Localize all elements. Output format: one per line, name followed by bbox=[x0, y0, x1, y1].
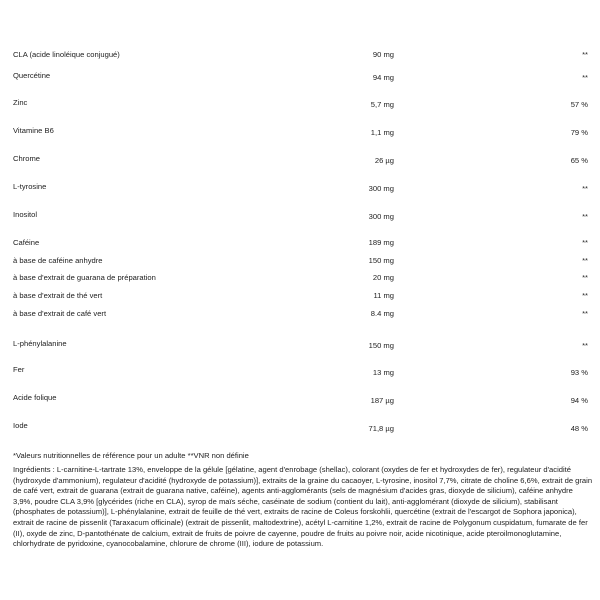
table-row bbox=[0, 273, 600, 285]
nutrient-amount: 11 mg bbox=[373, 291, 394, 300]
nutrient-amount: 90 mg bbox=[372, 50, 394, 59]
nutrient-vnr: 93 % bbox=[570, 368, 588, 377]
table-row bbox=[0, 73, 600, 85]
table-row bbox=[0, 212, 600, 224]
nutrient-amount: 20 mg bbox=[372, 273, 394, 282]
table-row bbox=[0, 393, 600, 408]
table-row bbox=[0, 184, 600, 196]
nutrient-vnr: 79 % bbox=[570, 128, 588, 137]
nutrient-amount: 8.4 mg bbox=[370, 309, 394, 318]
nutrient-name: Fer bbox=[13, 365, 25, 374]
nutrient-name: à base d'extrait de café vert bbox=[13, 309, 107, 318]
nutrient-vnr: ** bbox=[582, 341, 588, 350]
table-row bbox=[0, 421, 600, 436]
nutrient-amount: 150 mg bbox=[368, 341, 394, 350]
nutrient-name: L-phénylalanine bbox=[13, 339, 67, 348]
table-row bbox=[0, 238, 600, 250]
nutrient-vnr: 65 % bbox=[570, 156, 588, 165]
table-row bbox=[0, 156, 600, 168]
nutrient-vnr: ** bbox=[582, 238, 588, 247]
table-row bbox=[0, 291, 600, 303]
table-row bbox=[0, 256, 600, 268]
nutrient-name: Vitamine B6 bbox=[13, 126, 54, 135]
table-row bbox=[0, 341, 600, 353]
nutrient-amount: 94 mg bbox=[372, 73, 394, 82]
nutrient-vnr: 57 % bbox=[570, 100, 588, 109]
table-row bbox=[0, 128, 600, 140]
nutrient-vnr: ** bbox=[582, 273, 588, 282]
nutrient-vnr: 94 % bbox=[570, 396, 588, 405]
nutrient-vnr: ** bbox=[582, 73, 588, 82]
nutrient-vnr: ** bbox=[582, 256, 588, 265]
nutrient-amount: 1,1 mg bbox=[370, 128, 394, 137]
table-row bbox=[0, 50, 600, 62]
nutrient-amount: 13 mg bbox=[372, 368, 394, 377]
nutrient-amount: 189 mg bbox=[368, 238, 394, 247]
nutrient-amount: 150 mg bbox=[368, 256, 394, 265]
nutrient-name: CLA (acide linoléique conjugué) bbox=[13, 50, 120, 59]
nutrient-amount: 5,7 mg bbox=[370, 100, 394, 109]
nutrient-name: Zinc bbox=[13, 98, 28, 107]
nutrient-vnr: ** bbox=[582, 50, 588, 59]
nutrient-amount: 71,8 µg bbox=[368, 424, 394, 433]
nutrient-vnr: ** bbox=[582, 309, 588, 318]
nutrient-name: à base d'extrait de thé vert bbox=[13, 291, 103, 300]
nutrient-name: Caféine bbox=[13, 238, 40, 247]
nutrient-vnr: ** bbox=[582, 184, 588, 193]
table-row bbox=[0, 365, 600, 380]
table-row bbox=[0, 100, 600, 112]
nutrient-name: Iode bbox=[13, 421, 28, 430]
nutrient-amount: 187 µg bbox=[370, 396, 394, 405]
nutrient-name: à base de caféine anhydre bbox=[13, 256, 103, 265]
table-row bbox=[0, 309, 600, 321]
nutrient-vnr: 48 % bbox=[570, 424, 588, 433]
nutrient-name: Chrome bbox=[13, 154, 41, 163]
nutrient-name: L-tyrosine bbox=[13, 182, 47, 191]
nutrient-vnr: ** bbox=[582, 212, 588, 221]
nutrient-amount: 300 mg bbox=[368, 184, 394, 193]
nutrient-name: Quercétine bbox=[13, 71, 51, 80]
ingredients-text: Ingrédients : L-carnitine-L-tartrate 13%, enveloppe de la gélule [gélatine, agent d'enrobage (shellac), colorant (oxydes de fer et hydroxydes de fer), regulateur d'acidité (hydroxyde d'ammonium), regulateur d'acidité (hydroxyde de potassium)], extraits de la graine du cacaoyer, L-tyrosine, inositol 7,7%, citrate de choline 6,6%, extrait de grain de café vert, extrait de guarana (extrait de guarana native, caféine), agents anti-agglomérants (sels de magnésium d'acides gras, dioxyde de silicium), caféine anhydre 3,9%, poudre CLA 3,9% [glycérides (riche en CLA), syrop de maïs séche, caséinate de sodium (contient du lait), anti-agglomérant (dioxyde de silicium), stabilisant (phosphates de potassium)], L-phénylalanine, extrait de feuille de thé vert, extraits de racine de Coleus forskohlii, quercétine (extrait de l'escargot de Sophora japonica), extrait de racine de pissenlit (Taraxacum officinale) (extrait de pissenlit, maltodextrine), acétyl L-carnitine 1,2%, extrait de racine de Polygonum cuspidatum, fumarate de fer (II), oxyde de zinc, D-pantothénate de calcium, extrait de fruits de poivre de cayenne, poudre de fruits au poivre noir, acide nicotinique, acide pteroilmonoglutamine, chlorhydrate de pyridoxine, cyanocobalamine, chlorure de chrome (III), iodure de potassium. bbox=[13, 465, 593, 549]
nutrient-name: Inositol bbox=[13, 210, 38, 219]
nutrient-amount: 26 µg bbox=[374, 156, 394, 165]
nutrient-name: Acide folique bbox=[13, 393, 57, 402]
nutrient-vnr: ** bbox=[582, 291, 588, 300]
footnote: *Valeurs nutritionnelles de référence pour un adulte **VNR non définie bbox=[13, 451, 249, 460]
nutrient-name: à base d'extrait de guarana de préparation bbox=[13, 273, 156, 282]
nutrient-amount: 300 mg bbox=[368, 212, 394, 221]
